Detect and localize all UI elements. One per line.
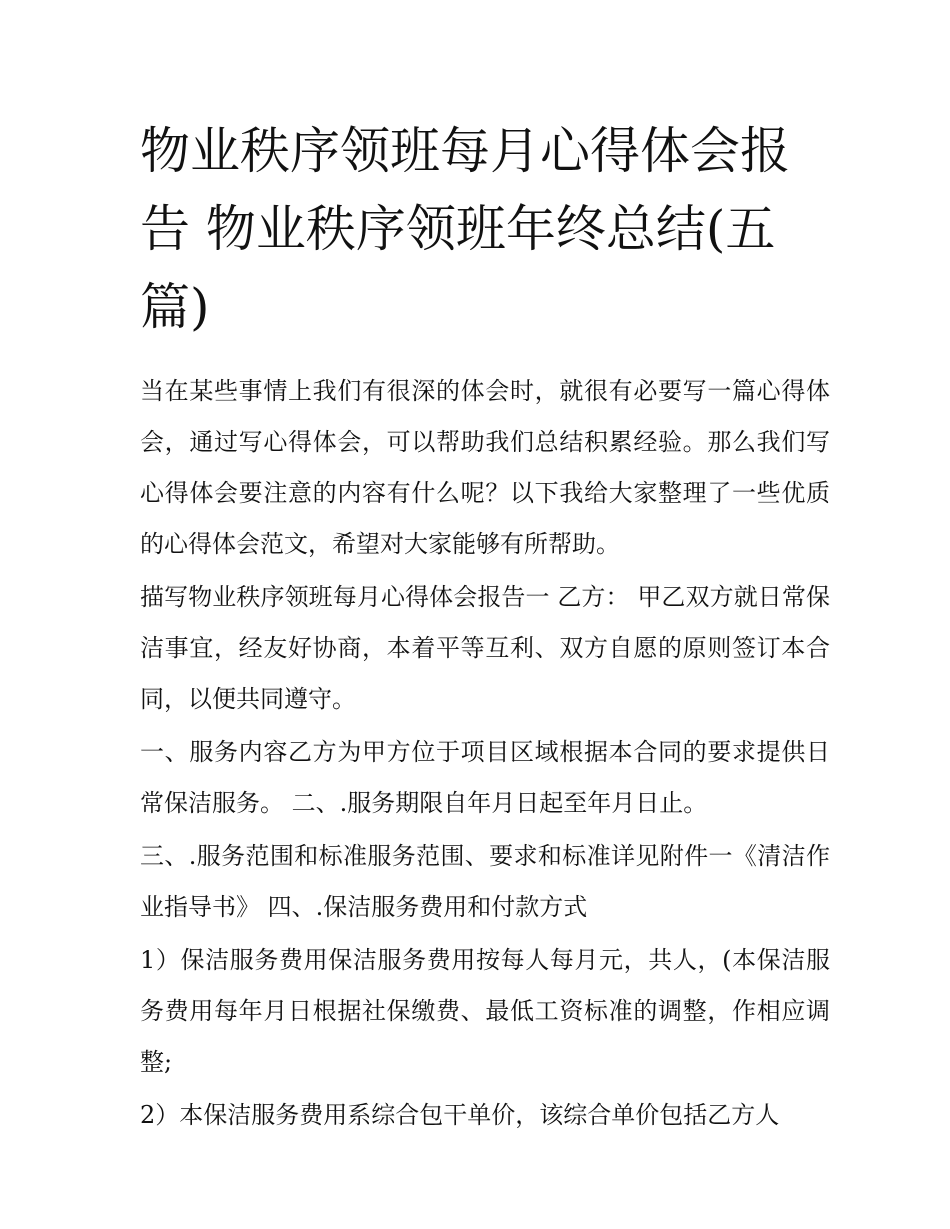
document-body <box>140 112 830 1143</box>
document-title: 物业秩序领班每月心得体会报告 物业秩序领班年终总结(五篇) <box>140 122 790 336</box>
paragraph-intro: 当在某些事情上我们有很深的体会时，就很有必要写一篇心得体会，通过写心得体会，可以帮助我们总结积累经验。那么我们写心得体会要注意的内容有什么呢？以下我给大家整理了一些优质的心得体会范文，希望对大家能够有所帮助。 <box>140 377 830 558</box>
paragraph-fee-clause-2: 2）本保洁服务费用系综合包干单价，该综合单价包括乙方人 <box>140 1101 780 1129</box>
paragraph-contract-preamble: 描写物业秩序领班每月心得体会报告一 乙方： 甲乙双方就日常保洁事宜，经友好协商，本着平等互利、双方自愿的原则签订本合同，以便共同遵守。 <box>140 583 830 713</box>
paragraph-service-content: 一、服务内容乙方为甲方位于项目区域根据本合同的要求提供日常保洁服务。 二、.服务期限自年月日起至年月日止。 <box>140 738 830 817</box>
paragraph-service-scope: 三、.服务范围和标准服务范围、要求和标准详见附件一《清洁作业指导书》 四、.保洁服务费用和付款方式 <box>140 842 830 921</box>
paragraph-fee-clause-1: 1）保洁服务费用保洁服务费用按每人每月元，共人，(本保洁服务费用每年月日根据社保缴费、最低工资标准的调整，作相应调整; <box>140 946 830 1076</box>
